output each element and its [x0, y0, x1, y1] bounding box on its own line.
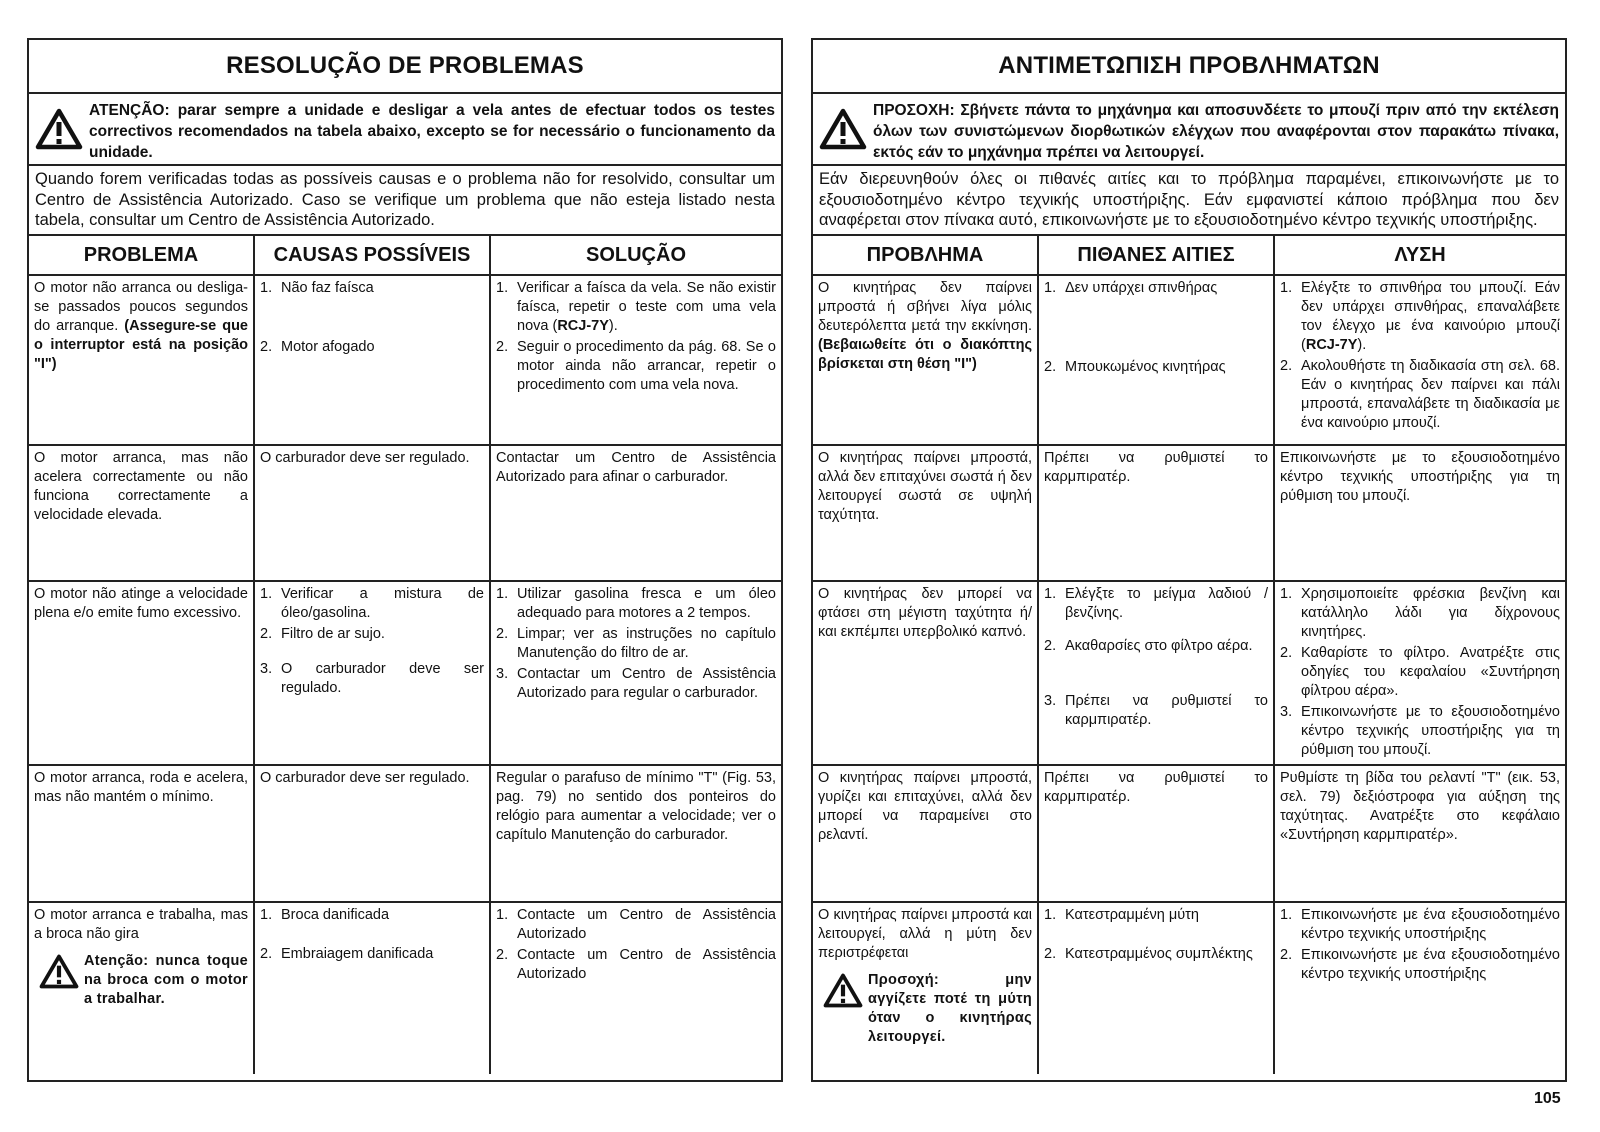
table-row	[29, 446, 781, 582]
solution-cell: 1. Ελέγξτε το σπινθήρα του μπουζί. Εάν δεν υπάρχει σπινθήρας, επαναλάβετε τον έλεγχο με ένα καινούριο μπουζί (RCJ-7Y). 2. Ακολουθήστε τη διαδικασία στη σελ. 68. Εάν ο κινητήρας δεν παίρνει και πάλι μπροστά, επαναλάβετε τη διαδικασία με ένα καινούριο μπουζί.	[1280, 280, 1560, 431]
solution-cell: Regular o parafuso de mínimo "T" (Fig. 53, pag. 79) no sentido dos ponteiros do relógio para aumentar a velocidade; ver o capítulo Manutenção do carburador.	[496, 770, 776, 843]
safety-warning	[29, 94, 781, 166]
table-row	[29, 276, 781, 446]
table-row	[813, 582, 1565, 766]
solution-cell: Επικοινωνήστε με το εξουσιοδοτημένο κέντρο τεχνικής υποστήριξης για τη ρύθμιση του μπουζί.	[1280, 450, 1560, 504]
header-problem: ΠΡΟΒΛΗΜΑ	[813, 236, 1039, 274]
table-row	[29, 766, 781, 903]
intro-text: Εάν διερευνηθούν όλες οι πιθανές αιτίες και το πρόβλημα παραμένει, επικοινωνήστε με το εξουσιοδοτημένο κέντρο τεχνικής υποστήριξης. Εάν εμφανιστεί κάποιο πρόβλημα που δεν αναφέρεται στον πίνακα αυτό, επικοινωνήστε με το εξουσιοδοτημένο κέντρο τεχνικής υποστήριξης.	[813, 166, 1565, 236]
table-header	[29, 236, 781, 276]
warning-text: ΠΡΟΣΟΧΗ: Σβήνετε πάντα το μηχάνημα και αποσυνδέετε το μπουζί πριν από την εκτέλεση όλων των συνιστώμενων διορθωτικών ελέγχων που αναφέρονται στον παρακάτω πίνακα, εκτός εάν το μηχάνημα πρέπει να λειτουργεί.	[873, 102, 1559, 161]
header-solution: SOLUÇÃO	[586, 243, 686, 266]
warning-triangle-icon	[29, 100, 89, 150]
solution-cell: 1. Επικοινωνήστε με ένα εξουσιοδοτημένο κέντρο τεχνικής υποστήριξης 2. Επικοινωνήστε με ένα εξουσιοδοτημένο κέντρο τεχνικής υποστήριξης	[1280, 907, 1560, 982]
problem-cell: O motor arranca e trabalha, mas a broca não gira Atenção: nunca toque na broca com o motor a trabalhar.	[29, 903, 255, 1074]
causes-cell: 1. Ελέγξτε το μείγμα λαδιού / βενζίνης. 2. Ακαθαρσίες στο φίλτρο αέρα. 3. Πρέπει να ρυθμιστεί το καρμπιρατέρ.	[1039, 582, 1275, 764]
solution-cell: 1. Utilizar gasolina fresca e um óleo adequado para motores a 2 tempos. 2. Limpar; ver as instruções no capítulo Manutenção do filtro de ar. 3. Contactar um Centro de Assistência Autorizado para regular o carburador.	[496, 586, 776, 701]
table-row	[29, 903, 781, 1074]
problem-cell: Ο κινητήρας παίρνει μπροστά και λειτουργεί, αλλά η μύτη δεν περιστρέφεται Προσοχή: μην αγγίζετε ποτέ τη μύτη όταν ο κινητήρας λειτουργεί.	[813, 903, 1039, 1074]
problem-cell: O motor não arranca ou desliga-se passados poucos segundos do arranque. (Assegure-se que o interruptor está na posição "I")	[29, 276, 255, 444]
table-row	[813, 903, 1565, 1074]
causes-cell: O carburador deve ser regulado.	[255, 446, 491, 580]
solution-cell: Ρυθμίστε τη βίδα του ρελαντί "T" (εικ. 53, σελ. 79) δεξιόστροφα για αύξηση της ταχύτητας. Ανατρέξτε στο κεφάλαιο «Συντήρηση καρμπιρατέρ».	[1280, 770, 1560, 843]
section-title: ΑΝΤΙΜΕΤΩΠΙΣΗ ΠΡΟΒΛΗΜΑΤΩΝ	[813, 40, 1565, 94]
warning-triangle-icon	[34, 952, 84, 1009]
problem-cell: O motor arranca, roda e acelera, mas não mantém o mínimo.	[29, 766, 255, 901]
problem-cell: Ο κινητήρας παίρνει μπροστά, αλλά δεν επιταχύνει σωστά ή δεν λειτουργεί σωστά σε υψηλή ταχύτητα.	[813, 446, 1039, 580]
table-row	[29, 582, 781, 766]
table-header	[813, 236, 1565, 276]
solution-cell: 1. Χρησιμοποιείτε φρέσκια βενζίνη και κατάλληλο λάδι για δίχρονους κινητήρες. 2. Καθαρίστε το φίλτρο. Ανατρέξτε στις οδηγίες του κεφαλαίου «Συντήρηση φίλτρου αέρα». 3. Επικοινωνήστε με το εξουσιοδοτημένο κέντρο τεχνικής υποστήριξης για τη ρύθμιση του μπουζί.	[1280, 586, 1560, 758]
cell-warning: Atenção: nunca toque na broca com o motor a trabalhar.	[34, 952, 248, 1009]
problem-cell: O motor não atinge a velocidade plena e/o emite fumo excessivo.	[29, 582, 255, 764]
header-problem: PROBLEMA	[29, 236, 255, 274]
page-number: 105	[1534, 1090, 1561, 1107]
solution-cell: 1. Verificar a faísca da vela. Se não existir faísca, repetir o teste com uma vela nova (RCJ-7Y). 2. Seguir o procedimento da pág. 68. Se o motor ainda não arrancar, repetir o procedimento com uma vela nova.	[496, 280, 776, 393]
troubleshooting-panel-pt	[27, 38, 783, 1082]
solution-cell: 1. Contacte um Centro de Assistência Autorizado 2. Contacte um Centro de Assistência Autorizado	[496, 907, 776, 982]
intro-text: Quando forem verificadas todas as possíveis causas e o problema não for resolvido, consultar um Centro de Assistência Autorizado. Caso se verifique um problema que não esteja listado nesta tabela, consultar um Centro de Assistência Autorizado.	[29, 166, 781, 236]
cell-warning: Προσοχή: μην αγγίζετε ποτέ τη μύτη όταν ο κινητήρας λειτουργεί.	[818, 971, 1032, 1047]
safety-warning	[813, 94, 1565, 166]
problem-cell: Ο κινητήρας παίρνει μπροστά, γυρίζει και επιταχύνει, αλλά δεν μπορεί να παραμείνει στο ρελαντί.	[813, 766, 1039, 901]
header-causes: ΠΙΘΑΝΕΣ ΑΙΤΙΕΣ	[1039, 236, 1275, 274]
causes-cell: 1. Não faz faísca 2. Motor afogado	[255, 276, 491, 444]
table-row	[813, 276, 1565, 446]
causes-cell: Πρέπει να ρυθμιστεί το καρμπιρατέρ.	[1039, 766, 1275, 901]
causes-cell: 1. Verificar a mistura de óleo/gasolina. 2. Filtro de ar sujo. 3. O carburador deve ser regulado.	[255, 582, 491, 764]
header-causes: CAUSAS POSSÍVEIS	[255, 236, 491, 274]
warning-triangle-icon	[818, 971, 868, 1047]
problem-cell: Ο κινητήρας δεν μπορεί να φτάσει στη μέγιστη ταχύτητα ή/και εκπέμπει υπερβολικό καπνό.	[813, 582, 1039, 764]
table-row	[813, 446, 1565, 582]
header-solution: ΛΥΣΗ	[1394, 243, 1446, 266]
causes-cell: 1. Κατεστραμμένη μύτη 2. Κατεστραμμένος συμπλέκτης	[1039, 903, 1275, 1074]
troubleshooting-panel-gr	[811, 38, 1567, 1082]
table-row	[813, 766, 1565, 903]
causes-cell: O carburador deve ser regulado.	[255, 766, 491, 901]
section-title: RESOLUÇÃO DE PROBLEMAS	[29, 40, 781, 94]
causes-cell: 1. Δεν υπάρχει σπινθήρας 2. Μπουκωμένος κινητήρας	[1039, 276, 1275, 444]
causes-cell: 1. Broca danificada 2. Embraiagem danificada	[255, 903, 491, 1074]
problem-cell: Ο κινητήρας δεν παίρνει μπροστά ή σβήνει λίγα μόλις δευτερόλεπτα μετά την εκκίνηση. (Βεβαιωθείτε ότι ο διακόπτης βρίσκεται στη θέση "I")	[813, 276, 1039, 444]
warning-triangle-icon	[813, 100, 873, 150]
warning-text: ATENÇÃO: parar sempre a unidade e desligar a vela antes de efectuar todos os testes correctivos recomendados na tabela abaixo, excepto se for necessário o funcionamento da unidade.	[89, 102, 775, 161]
problem-cell: O motor arranca, mas não acelera correctamente ou não funciona correctamente a velocidade elevada.	[29, 446, 255, 580]
causes-cell: Πρέπει να ρυθμιστεί το καρμπιρατέρ.	[1039, 446, 1275, 580]
solution-cell: Contactar um Centro de Assistência Autorizado para afinar o carburador.	[496, 450, 776, 485]
